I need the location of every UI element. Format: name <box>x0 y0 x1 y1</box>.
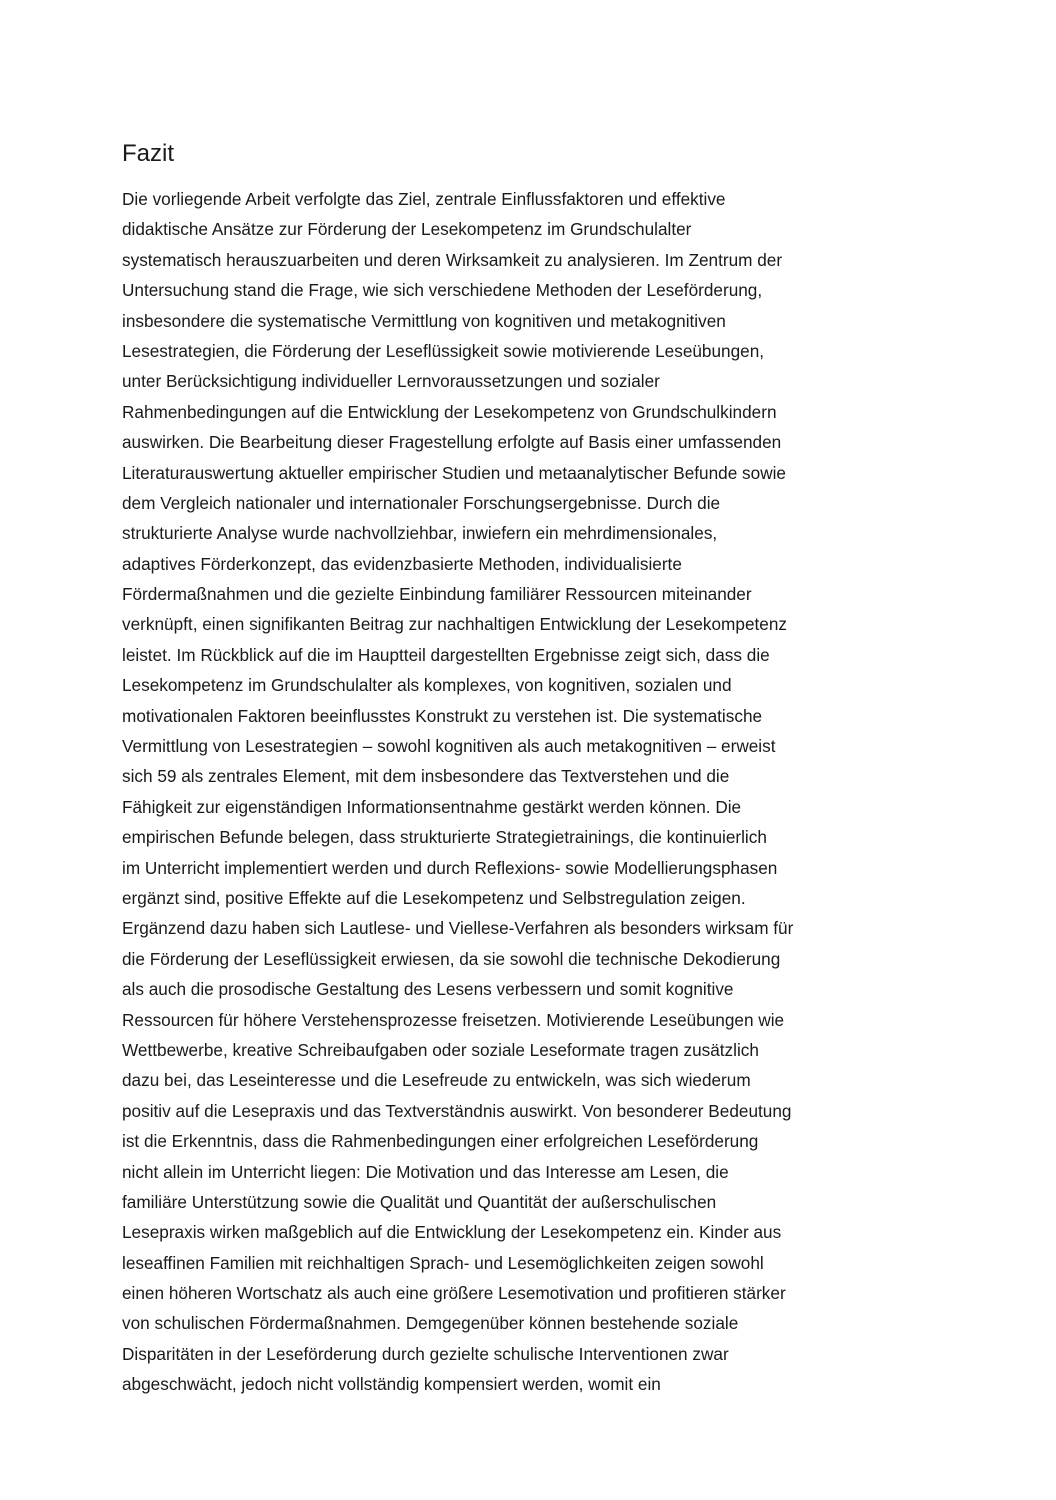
text-line: Disparitäten in der Leseförderung durch gezielte schulische Interventionen zwar <box>122 1343 729 1364</box>
text-line: ergänzt sind, positive Effekte auf die Lesekompetenz und Selbstregulation zeigen. <box>122 887 746 908</box>
text-line: unter Berücksichtigung individueller Lernvoraussetzungen und sozialer <box>122 371 660 392</box>
text-line: familiäre Unterstützung sowie die Qualität und Quantität der außerschulischen <box>122 1191 717 1212</box>
text-line: Fähigkeit zur eigenständigen Informationsentnahme gestärkt werden können. Die <box>122 796 742 817</box>
text-line: Lesekompetenz im Grundschulalter als komplexes, von kognitiven, sozialen und <box>122 675 732 696</box>
text-line: von schulischen Fördermaßnahmen. Demgegenüber können bestehende soziale <box>122 1313 739 1334</box>
text-line: Ressourcen für höhere Verstehensprozesse freisetzen. Motivierende Leseübungen wie <box>122 1009 785 1030</box>
text-line: auswirken. Die Bearbeitung dieser Fragestellung erfolgte auf Basis einer umfassenden <box>122 432 782 453</box>
text-line: didaktische Ansätze zur Förderung der Lesekompetenz im Grundschulalter <box>122 219 692 240</box>
text-line: Literaturauswertung aktueller empirischer Studien und metaanalytischer Befunde sowie <box>122 462 786 483</box>
text-line: leistet. Im Rückblick auf die im Hauptteil dargestellten Ergebnisse zeigt sich, dass die <box>122 644 770 665</box>
text-line: adaptives Förderkonzept, das evidenzbasierte Methoden, individualisierte <box>122 553 682 574</box>
text-line: Vermittlung von Lesestrategien – sowohl kognitiven als auch metakognitiven – erweist <box>122 736 776 757</box>
text-line: Wettbewerbe, kreative Schreibaufgaben oder soziale Leseformate tragen zusätzlich <box>122 1039 759 1060</box>
text-line: als auch die prosodische Gestaltung des Lesens verbessern und somit kognitive <box>122 979 734 1000</box>
section-heading: Fazit <box>122 140 175 167</box>
text-line: Rahmenbedingungen auf die Entwicklung der Lesekompetenz von Grundschulkindern <box>122 401 777 422</box>
text-line: die Förderung der Leseflüssigkeit erwiesen, da sie sowohl die technische Dekodierung <box>122 948 781 969</box>
text-line: ist die Erkenntnis, dass die Rahmenbedingungen einer erfolgreichen Leseförderung <box>122 1131 759 1152</box>
text-line: Die vorliegende Arbeit verfolgte das Ziel, zentrale Einflussfaktoren und effektive <box>122 189 726 209</box>
document-content <box>122 136 942 1400</box>
text-line: empirischen Befunde belegen, dass strukturierte Strategietrainings, die kontinuierlich <box>122 827 767 848</box>
text-line: Lesepraxis wirken maßgeblich auf die Entwicklung der Lesekompetenz ein. Kinder aus <box>122 1222 782 1243</box>
text-line: positiv auf die Lesepraxis und das Textverständnis auswirkt. Von besonderer Bedeutung <box>122 1100 792 1121</box>
text-line: insbesondere die systematische Vermittlung von kognitiven und metakognitiven <box>122 310 726 331</box>
text-line: verknüpft, einen signifikanten Beitrag zur nachhaltigen Entwicklung der Lesekompetenz <box>122 614 787 635</box>
text-line: abgeschwächt, jedoch nicht vollständig kompensiert werden, womit ein <box>122 1374 661 1395</box>
text-line: strukturierte Analyse wurde nachvollziehbar, inwiefern ein mehrdimensionales, <box>122 523 718 544</box>
text-line: systematisch herauszuarbeiten und deren Wirksamkeit zu analysieren. Im Zentrum der <box>122 249 783 270</box>
text-line: einen höheren Wortschatz als auch eine größere Lesemotivation und profitieren stärker <box>122 1283 786 1304</box>
text-line: nicht allein im Unterricht liegen: Die Motivation und das Interesse am Lesen, die <box>122 1161 729 1182</box>
text-line: motivationalen Faktoren beeinflusstes Konstrukt zu verstehen ist. Die systematische <box>122 705 763 726</box>
text-line: Fördermaßnahmen und die gezielte Einbindung familiärer Ressourcen miteinander <box>122 584 752 605</box>
text-line: dem Vergleich nationaler und internationaler Forschungsergebnisse. Durch die <box>122 492 721 513</box>
text-line: im Unterricht implementiert werden und durch Reflexions- sowie Modellierungsphasen <box>122 857 778 878</box>
text-line: dazu bei, das Leseinteresse und die Lesefreude zu entwickeln, was sich wiederum <box>122 1070 751 1091</box>
text-line: leseaffinen Familien mit reichhaltigen Sprach- und Lesemöglichkeiten zeigen sowohl <box>122 1252 764 1273</box>
body-paragraph <box>122 184 942 1400</box>
text-line: Ergänzend dazu haben sich Lautlese- und Viellese-Verfahren als besonders wirksam für <box>122 918 794 939</box>
text-line: Lesestrategien, die Förderung der Leseflüssigkeit sowie motivierende Leseübungen, <box>122 340 765 361</box>
text-line: Untersuchung stand die Frage, wie sich verschiedene Methoden der Leseförderung, <box>122 280 763 301</box>
text-line: sich 59 als zentrales Element, mit dem insbesondere das Textverstehen und die <box>122 766 730 787</box>
